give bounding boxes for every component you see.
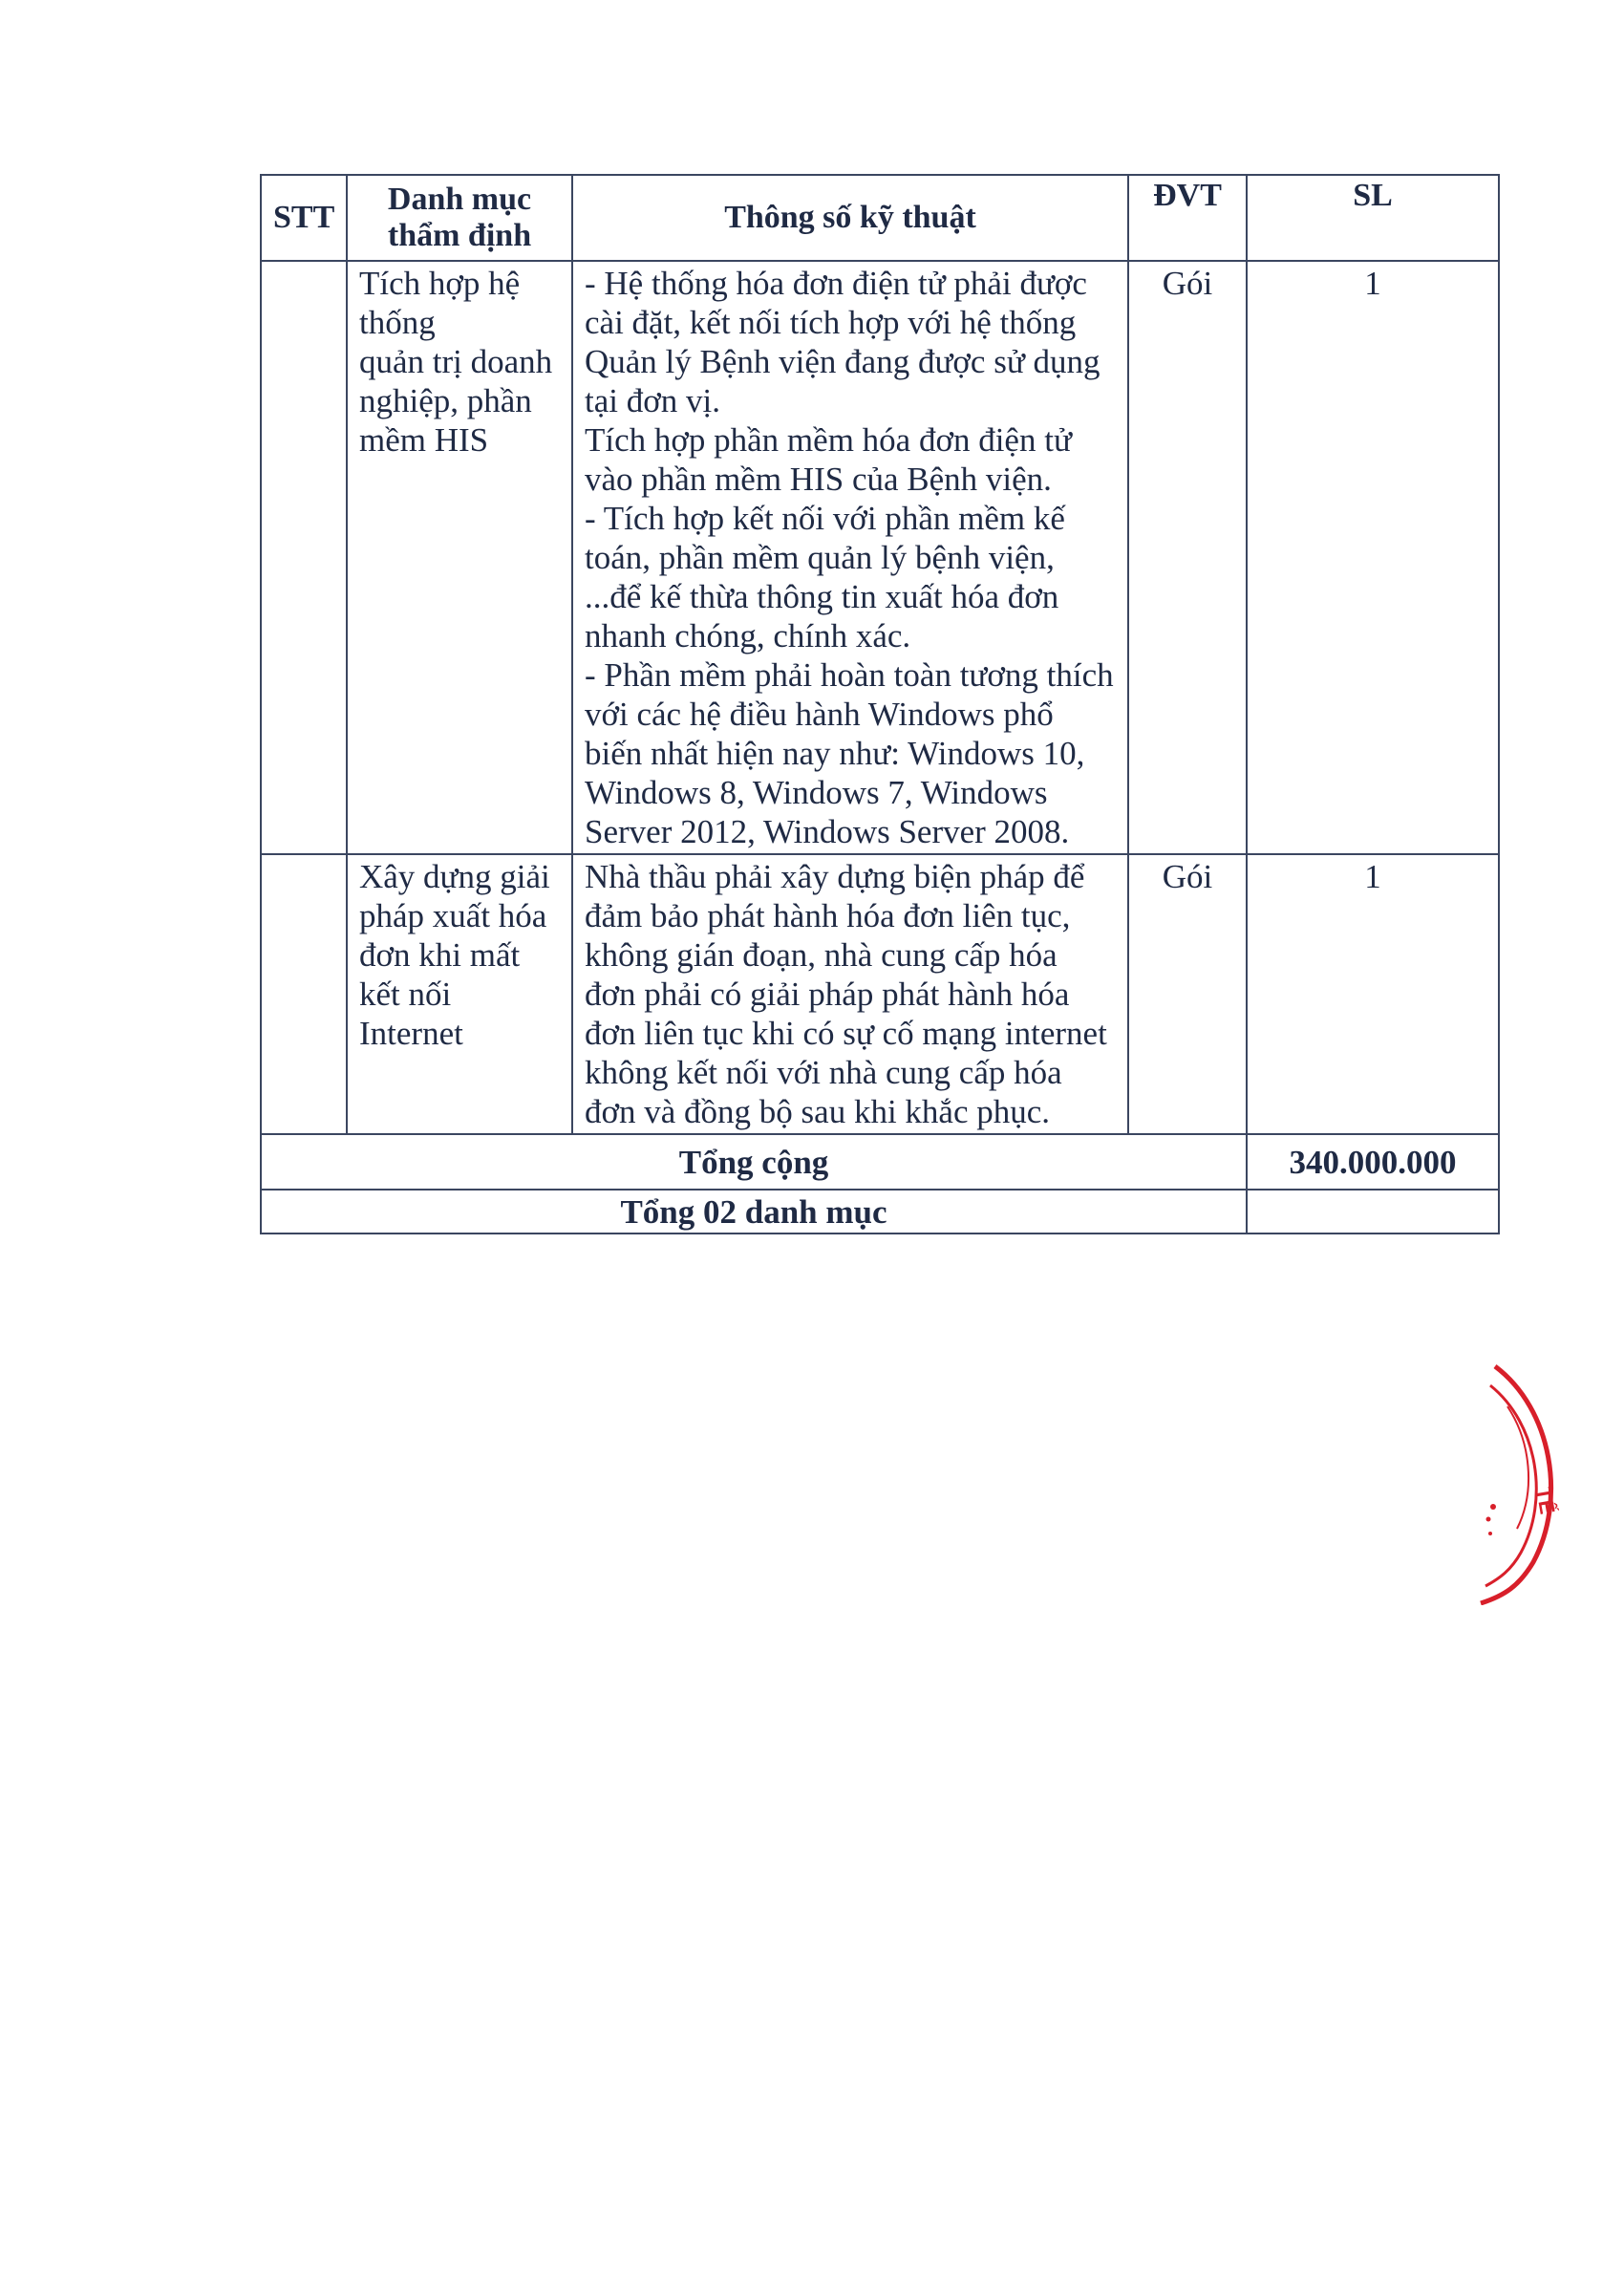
total-label: Tổng cộng [261,1134,1247,1190]
row-stt [261,854,347,1134]
row-unit: Gói [1128,261,1247,854]
table-row [261,261,1499,854]
red-stamp-fragment [1462,1357,1576,1605]
stamp-text: TẾ [1531,1485,1560,1516]
count-label: Tổng 02 danh mục [261,1190,1247,1234]
row-unit: Gói [1128,854,1247,1134]
table-header-row [261,175,1499,261]
row-qty: 1 [1247,854,1499,1134]
row-item: Tích hợp hệ thống quản trị doanh nghiệp, phần mềm HIS [347,261,572,854]
header-unit: ĐVT [1128,175,1247,261]
row-qty: 1 [1247,261,1499,854]
row-item: Xây dựng giải pháp xuất hóa đơn khi mất kết nối Internet [347,854,572,1134]
total-row [261,1134,1499,1190]
row-spec: Nhà thầu phải xây dựng biện pháp để đảm bảo phát hành hóa đơn liên tục, không gián đoạn, nhà cung cấp hóa đơn phải có giải pháp phát hành hóa đơn liên tục khi có sự cố mạng internet không kết nối với nhà cung cấp hóa đơn và đồng bộ sau khi khắc phục. [572,854,1128,1134]
header-spec: Thông số kỹ thuật [572,175,1128,261]
specification-table [260,174,1500,1234]
row-stt [261,261,347,854]
header-item: Danh mục thẩm định [347,175,572,261]
table-row [261,854,1499,1134]
row-spec: - Hệ thống hóa đơn điện tử phải được cài đặt, kết nối tích hợp với hệ thống Quản lý Bệnh viện đang được sử dụng tại đơn vị. Tích hợp phần mềm hóa đơn điện tử vào phần mềm HIS của Bệnh viện. - Tích hợp kết nối với phần mềm kế toán, phần mềm quản lý bệnh viện, ...để kế thừa thông tin xuất hóa đơn nhanh chóng, chính xác. - Phần mềm phải hoàn toàn tương thích với các hệ điều hành Windows phổ biến nhất hiện nay như: Windows 10, Windows 8, Windows 7, Windows Server 2012, Windows Server 2008. [572,261,1128,854]
count-row [261,1190,1499,1234]
header-qty: SL [1247,175,1499,261]
header-stt: STT [261,175,347,261]
total-value: 340.000.000 [1247,1134,1499,1190]
count-value [1247,1190,1499,1234]
